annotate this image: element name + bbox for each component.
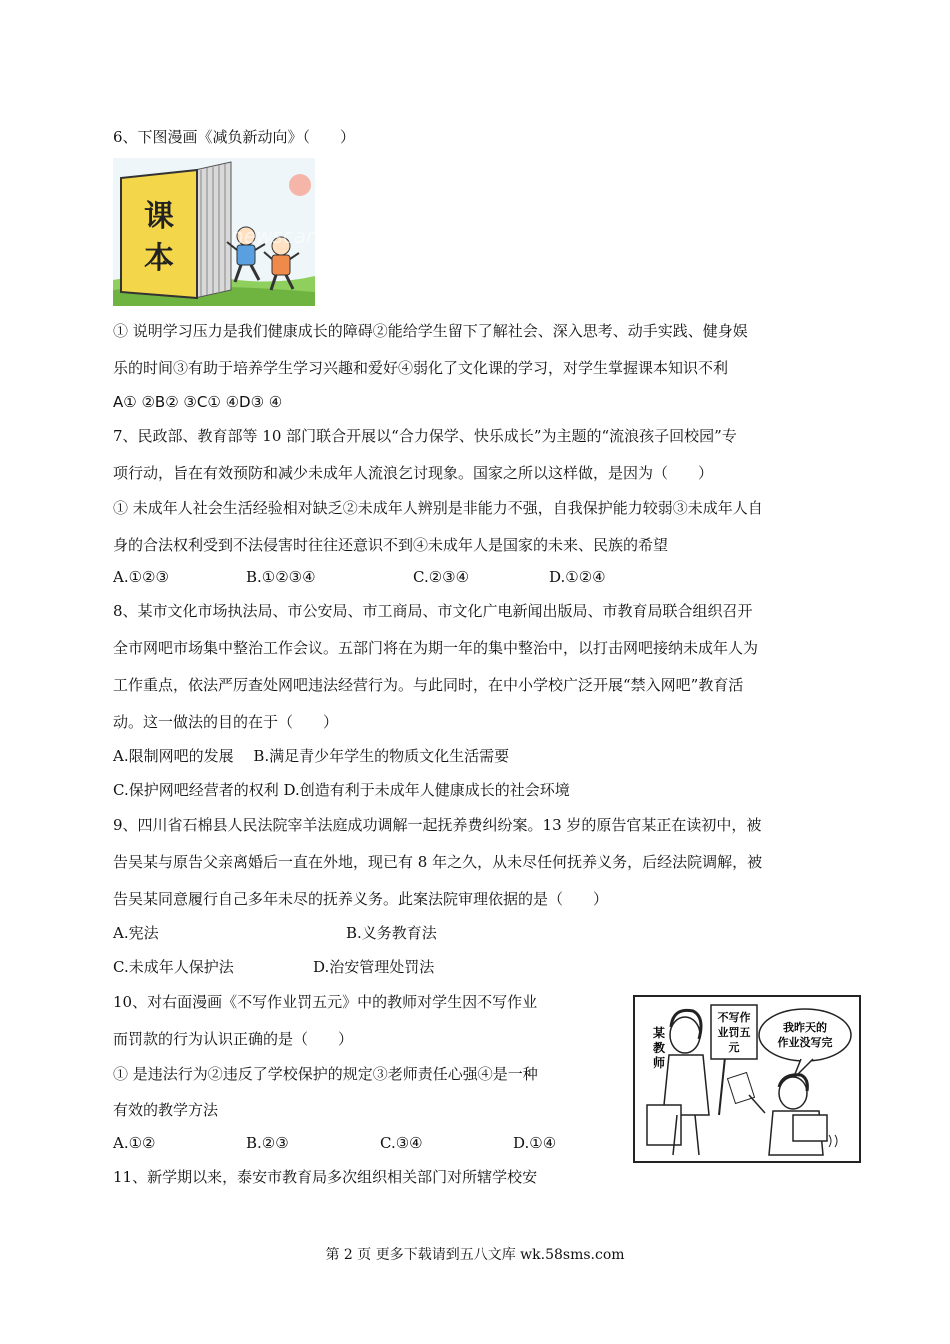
q11-line-1: 11、新学期以来，泰安市教育局多次组织相关部门对所辖学校安 [113, 1168, 538, 1186]
book-char-ke: 课 [144, 199, 174, 234]
q9-line-3: 告吴某同意履行自己多年未尽的抚养义务。此案法院审理依据的是（ ） [113, 890, 609, 908]
q7-option-c: C.②③④ [413, 568, 470, 586]
q9-option-b: B.义务教育法 [346, 924, 437, 942]
q8-options-line-1: A.限制网吧的发展 B.满足青少年学生的物质文化生活需要 [113, 747, 510, 765]
q9-option-c: C.未成年人保护法 [113, 958, 234, 976]
cartoon-image-homework-fine [633, 995, 861, 1163]
q7-option-a: A.①②③ [113, 568, 169, 586]
q7-line-3: ① 未成年人社会生活经验相对缺乏②未成年人辨别是非能力不强，自我保护能力较弱③未成年人自 [113, 499, 763, 517]
sign-text-1: 不写作 [717, 1011, 751, 1024]
q10-option-d: D.①④ [513, 1134, 557, 1152]
sign-text-2: 业罚五 [717, 1026, 751, 1039]
q8-line-1: 8、某市文化市场执法局、市公安局、市工商局、市文化广电新闻出版局、市教育局联合组织召开 [113, 602, 753, 620]
q7-option-d: D.①②④ [549, 568, 606, 586]
q10-option-a: A.①② [113, 1134, 156, 1152]
page-footer: 第 2 页 更多下载请到五八文库 wk.58sms.com [325, 1247, 625, 1263]
q8-options-line-2: C.保护网吧经营者的权利 D.创造有利于未成年人健康成长的社会环境 [113, 781, 570, 799]
bubble-text-2: 作业没写完 [777, 1036, 833, 1049]
q6-stem: 6、下图漫画《减负新动向》（ ） [113, 128, 356, 146]
q7-line-1: 7、民政部、教育部等 10 部门联合开展以“合力保学、快乐成长”为主题的“流浪孩子回校园”专 [113, 427, 737, 445]
q10-line-1: 10、对右面漫画《不写作业罚五元》中的教师对学生因不写作业 [113, 993, 538, 1011]
q8-line-4: 动。这一做法的目的在于（ ） [113, 713, 339, 731]
q8-line-2: 全市网吧市场集中整治工作会议。五部门将在为期一年的集中整治中，以打击网吧接纳未成年人为 [113, 639, 759, 657]
q8-line-3: 工作重点，依法严厉查处网吧违法经营行为。与此同时，在中小学校广泛开展“禁入网吧”教育活 [113, 676, 744, 694]
teacher-label-1: 某 [653, 1026, 666, 1040]
q6-statement-line-1: ① 说明学习压力是我们健康成长的障碍②能给学生留下了解社会、深入思考、动手实践、健身娱 [113, 322, 748, 340]
q10-line-2: 而罚款的行为认识正确的是（ ） [113, 1030, 354, 1048]
q10-line-4: 有效的教学方法 [113, 1101, 219, 1119]
teacher-label-3: 师 [653, 1056, 666, 1070]
q9-line-1: 9、四川省石棉县人民法院宰羊法庭成功调解一起抚养费纠纷案。13 岁的原告官某正在读初中，被 [113, 816, 762, 834]
q10-option-b: B.②③ [246, 1134, 289, 1152]
q10-option-c: C.③④ [380, 1134, 423, 1152]
q6-options: A① ②B② ③C① ④D③ ④ [113, 393, 283, 411]
watermark-text: newscartoon [231, 224, 360, 248]
q9-line-2: 告吴某与原告父亲离婚后一直在外地，现已有 8 年之久，从未尽任何抚养义务，后经法院调解，被 [113, 853, 763, 871]
sign-text-3: 元 [728, 1041, 740, 1054]
q9-option-a: A.宪法 [113, 924, 159, 942]
q9-option-d: D.治安管理处罚法 [313, 958, 435, 976]
cartoon-image-reduce-burden [113, 158, 360, 306]
bubble-text-1: 我昨天的 [783, 1021, 827, 1034]
q6-statement-line-2: 乐的时间③有助于培养学生学习兴趣和爱好④弱化了文化课的学习，对学生掌握课本知识不利 [113, 359, 729, 377]
q7-line-4: 身的合法权利受到不法侵害时往往还意识不到④未成年人是国家的未来、民族的希望 [113, 536, 669, 554]
book-char-ben: 本 [144, 241, 174, 276]
q7-option-b: B.①②③④ [246, 568, 316, 586]
q7-line-2: 项行动，旨在有效预防和减少未成年人流浪乞讨现象。国家之所以这样做，是因为（ ） [113, 464, 714, 482]
q10-line-3: ① 是违法行为②违反了学校保护的规定③老师责任心强④是一种 [113, 1065, 538, 1083]
teacher-label-2: 教 [653, 1041, 666, 1055]
